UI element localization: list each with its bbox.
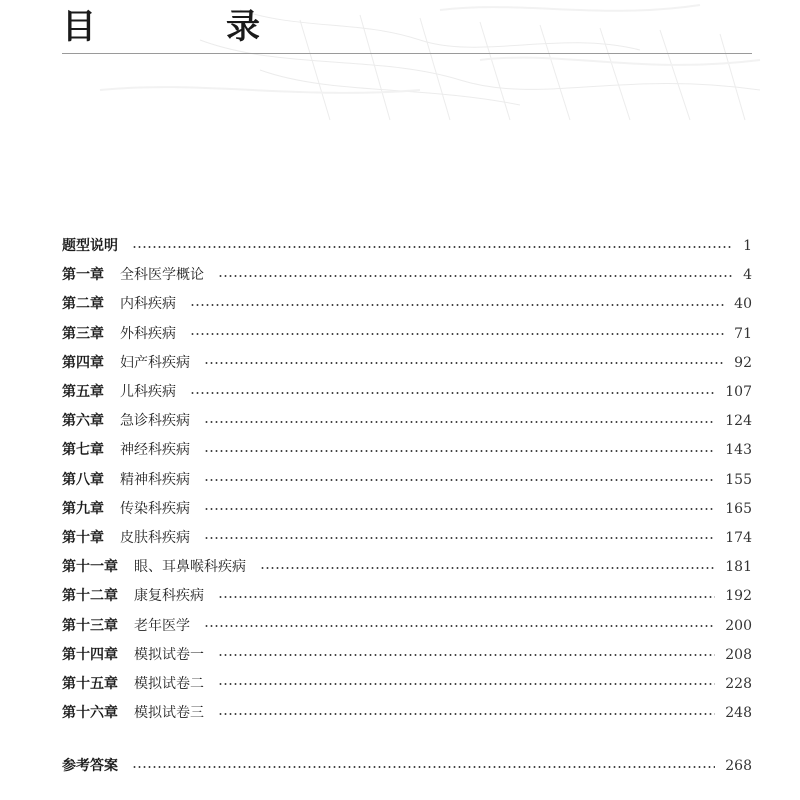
toc-dot-leader (132, 766, 715, 768)
toc-dot-leader (204, 479, 715, 481)
toc-chapter-title: 精神科疾病 (120, 471, 190, 488)
toc-dot-leader (204, 508, 715, 510)
toc-chapter-label: 第八章 (62, 471, 104, 488)
toc-entry[interactable] (62, 553, 752, 582)
toc-entry[interactable] (62, 641, 752, 670)
toc-dot-leader (204, 421, 715, 423)
toc-chapter-label: 第十六章 (62, 705, 118, 722)
toc-page-number: 174 (725, 529, 752, 546)
toc-chapter-label: 第七章 (62, 442, 104, 459)
toc-dot-leader (260, 567, 715, 569)
toc-chapter-title: 传染科疾病 (120, 500, 190, 517)
toc-chapter-title: 儿科疾病 (120, 384, 176, 401)
toc-page-number: 71 (734, 325, 752, 342)
toc-entry[interactable] (62, 495, 752, 524)
toc-page-number: 155 (725, 471, 752, 488)
toc-page-number: 165 (725, 500, 752, 517)
toc-entry[interactable] (62, 320, 752, 349)
toc-page-number: 181 (725, 559, 752, 576)
toc-entry[interactable] (62, 466, 752, 495)
toc-entry[interactable] (62, 670, 752, 699)
toc-chapter-title: 老年医学 (134, 617, 190, 634)
toc-chapter-title: 模拟试卷二 (134, 675, 204, 692)
toc-chapter-title: 模拟试卷三 (134, 705, 204, 722)
toc-chapter-label: 第五章 (62, 384, 104, 401)
title-divider (62, 53, 752, 54)
toc-chapter-label: 第十四章 (62, 646, 118, 663)
toc-chapter-label: 第十二章 (62, 588, 118, 605)
toc-page-number: 208 (725, 646, 752, 663)
toc-dot-leader (218, 596, 715, 598)
toc-entry[interactable] (62, 349, 752, 378)
toc-chapter-label: 第九章 (62, 500, 104, 517)
toc-chapter-title: 皮肤科疾病 (120, 529, 190, 546)
toc-page-number: 143 (725, 442, 752, 459)
toc-dot-leader (218, 683, 715, 685)
header-band (0, 0, 800, 130)
toc-chapter-label: 第三章 (62, 325, 104, 342)
toc-page-number: 92 (734, 354, 752, 371)
toc-entry[interactable] (62, 261, 752, 290)
toc-page-number: 228 (725, 675, 752, 692)
toc-page-number: 124 (725, 413, 752, 430)
table-of-contents (62, 232, 752, 781)
toc-chapter-title: 康复科疾病 (134, 588, 204, 605)
toc-page-number: 268 (725, 758, 752, 775)
toc-chapter-title: 眼、耳鼻喉科疾病 (134, 559, 246, 576)
toc-page-number: 248 (725, 705, 752, 722)
toc-dot-leader (218, 713, 715, 715)
toc-chapter-label: 参考答案 (62, 758, 118, 775)
toc-entry[interactable] (62, 378, 752, 407)
toc-dot-leader (190, 304, 724, 306)
toc-chapter-label: 第四章 (62, 354, 104, 371)
toc-chapter-label: 第十章 (62, 529, 104, 546)
toc-entry[interactable] (62, 524, 752, 553)
toc-chapter-title: 模拟试卷一 (134, 646, 204, 663)
toc-dot-leader (218, 275, 732, 277)
toc-page-number: 192 (725, 588, 752, 605)
toc-entry[interactable] (62, 290, 752, 319)
toc-page-number: 200 (725, 617, 752, 634)
toc-chapter-title: 妇产科疾病 (120, 354, 190, 371)
toc-chapter-label: 题型说明 (62, 238, 118, 255)
toc-chapter-title: 外科疾病 (120, 325, 176, 342)
toc-chapter-title: 急诊科疾病 (120, 413, 190, 430)
toc-page-number: 40 (734, 296, 752, 313)
toc-chapter-label: 第十一章 (62, 559, 118, 576)
toc-page-number: 1 (743, 238, 752, 255)
toc-page-number: 107 (725, 384, 752, 401)
toc-dot-leader (204, 450, 715, 452)
toc-page-number: 4 (743, 267, 752, 284)
page-title: 目 录 (62, 7, 308, 47)
toc-dot-leader (132, 246, 732, 248)
toc-chapter-title: 全科医学概论 (120, 267, 204, 284)
toc-dot-leader (204, 537, 715, 539)
toc-chapter-label: 第十三章 (62, 617, 118, 634)
toc-entry[interactable] (62, 407, 752, 436)
toc-entry[interactable] (62, 436, 752, 465)
toc-dot-leader (190, 333, 724, 335)
toc-chapter-label: 第十五章 (62, 675, 118, 692)
toc-chapter-label: 第六章 (62, 413, 104, 430)
toc-chapter-title: 神经科疾病 (120, 442, 190, 459)
toc-chapter-title: 内科疾病 (120, 296, 176, 313)
toc-chapter-label: 第二章 (62, 296, 104, 313)
toc-entry[interactable] (62, 752, 752, 781)
toc-dot-leader (218, 654, 715, 656)
toc-entry[interactable] (62, 582, 752, 611)
toc-entry[interactable] (62, 611, 752, 640)
toc-entry[interactable] (62, 232, 752, 261)
toc-chapter-label: 第一章 (62, 267, 104, 284)
toc-dot-leader (190, 392, 715, 394)
toc-dot-leader (204, 625, 715, 627)
toc-entry[interactable] (62, 699, 752, 728)
toc-dot-leader (204, 362, 724, 364)
